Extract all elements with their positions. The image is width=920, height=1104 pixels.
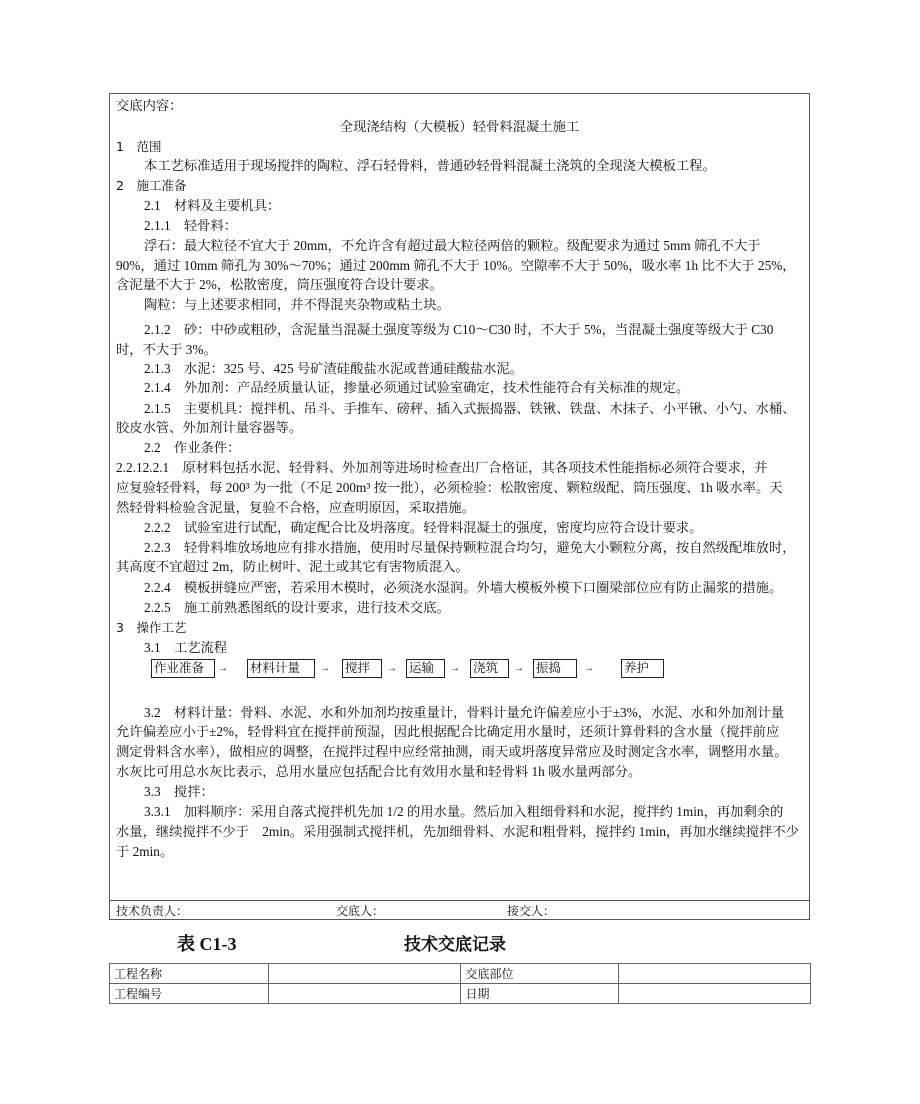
paragraph-line: 然轻骨料检验含泥量，复验不合格，应查明原因，采取措施。 xyxy=(116,500,476,515)
content-label: 交底内容： xyxy=(116,98,183,113)
paragraph-line: 胶皮水管、外加剂计量容器等。 xyxy=(116,420,303,435)
paragraph-line: 测定骨料含水率），做相应的调整，在搅拌过程中应经常抽测，雨天或坍落度异常应及时测定含水率，调整用水量。 xyxy=(116,744,788,759)
date-label: 日期 xyxy=(461,984,619,1004)
arrow-right-icon: → xyxy=(514,663,524,674)
paragraph-line: 2.1.4 外加剂：产品经质量认证，掺量必须通过试验室确定，技术性能符合有关标准的规定。 xyxy=(144,380,690,395)
flow-step-metering: 材料计量 xyxy=(247,659,315,678)
paragraph-line: 时，不大于 3%。 xyxy=(116,342,217,357)
project-number-value[interactable] xyxy=(268,984,461,1004)
paragraph-line: 2.2.12.2.1 原材料包括水泥、轻骨料、外加剂等进场时检查出厂合格证，其各项技术性能指标必须符合要求，并 xyxy=(116,460,768,475)
flow-step-curing: 养护 xyxy=(621,659,664,678)
paragraph-line: 2.1.2 砂：中砂或粗砂，含泥量当混凝土强度等级为 C10～C30 时，不大于 5%，当混凝土强度等级大于 C30 xyxy=(144,322,774,337)
section-heading: 2 施工准备 xyxy=(116,178,187,193)
flow-step-mixing: 搅拌 xyxy=(342,659,382,678)
arrow-right-icon: → xyxy=(450,663,460,674)
paragraph-line: 2.2 作业条件： xyxy=(144,440,241,455)
date-value[interactable] xyxy=(619,984,811,1004)
paragraph-line: 于 2min。 xyxy=(116,844,174,859)
paragraph-line: 3.2 材料计量：骨料、水泥、水和外加剂均按重量计，骨料计量允许偏差应小于±3%，水泥、水和外加剂计量 xyxy=(144,705,785,720)
arrow-right-icon: → xyxy=(584,663,594,674)
flow-step-pouring: 浇筑 xyxy=(470,659,509,678)
paragraph-line: 2.1 材料及主要机具： xyxy=(144,198,281,213)
paragraph-line: 浮石：最大粒径不宜大于 20mm，不允许含有超过最大粒径两倍的颗粒。级配要求为通过 5mm 筛孔不大于 xyxy=(144,238,761,253)
paragraph-line: 允许偏差应小于±2%，轻骨料宜在搅拌前预湿，因此根据配合比确定用水量时，还须计算骨料的含水量（搅拌前应 xyxy=(116,724,780,739)
paragraph-line: 其高度不宜超过 2m，防止树叶、泥土或其它有害物质混入。 xyxy=(116,559,469,574)
paragraph-line: 90%，通过 10mm 筛孔为 30%～70%；通过 200mm 筛孔不大于 10%。空隙率不大于 50%，吸水率 1h 比不大于 25%， xyxy=(116,258,796,273)
arrow-right-icon: → xyxy=(218,663,228,674)
paragraph-line: 2.1.3 水泥：325 号、425 号矿渣硅酸盐水泥或普通硅酸盐水泥。 xyxy=(144,361,523,376)
disclosure-content xyxy=(110,94,809,900)
disclosure-location-value[interactable] xyxy=(619,964,811,984)
tech-lead-signature: 技术负责人： xyxy=(116,904,189,918)
table-row xyxy=(110,964,811,984)
document-title: 全现浇结构（大模板）轻骨料混凝土施工 xyxy=(339,119,580,134)
disclosure-location-label: 交底部位 xyxy=(461,964,619,984)
paragraph-line: 2.1.1 轻骨料： xyxy=(144,218,238,233)
paragraph-line: 水灰比可用总水灰比表示，总用水量应包括配合比有效用水量和轻骨料 1h 吸水量两部分。 xyxy=(116,764,642,779)
section-heading: 3 操作工艺 xyxy=(116,620,187,635)
project-name-value[interactable] xyxy=(268,964,461,984)
discloser-signature: 交底人： xyxy=(336,904,385,918)
project-name-label: 工程名称 xyxy=(110,964,269,984)
paragraph-line: 2.2.3 轻骨料堆放场地应有排水措施，使用时尽量保持颗粒混合均匀，避免大小颗粒分离，按自然级配堆放时， xyxy=(144,540,796,555)
form-number: 表 C1-3 xyxy=(177,934,237,954)
signature-row xyxy=(110,900,809,921)
paragraph-line: 本工艺标准适用于现场搅拌的陶粒、浮石轻骨料，普通砂轻骨料混凝土浇筑的全现浇大模板工程。 xyxy=(144,158,716,173)
form-title: 技术交底记录 xyxy=(404,935,506,955)
section-heading: 1 范围 xyxy=(116,139,162,154)
disclosure-content-box xyxy=(109,93,810,920)
paragraph-line: 2.2.4 模板拼缝应严密，若采用木模时，必须浇水湿润。外墙大模板外模下口圈梁部位应有防止漏浆的措施。 xyxy=(144,580,783,595)
flow-step-transport: 运输 xyxy=(406,659,445,678)
paragraph-line: 2.2.2 试验室进行试配，确定配合比及坍落度。轻骨料混凝土的强度，密度均应符合设计要求。 xyxy=(144,520,703,535)
flow-step-vibrating: 振捣 xyxy=(533,659,577,678)
project-info-table xyxy=(109,963,811,1004)
table-row xyxy=(110,984,811,1004)
paragraph-line: 2.1.5 主要机具：搅拌机、吊斗、手推车、磅秤、插入式振捣器、铁锹、铁盘、木抹子、小平锹、小勺、水桶、 xyxy=(144,401,796,416)
paragraph-line: 应复验轻骨料，每 200³ 为一批（不足 200m³ 按一批），必须检验：松散密度、颗粒级配、筒压强度、1h 吸水率。天 xyxy=(116,480,783,495)
paragraph-line: 3.1 工艺流程 xyxy=(144,640,228,655)
paragraph-line: 3.3 搅拌： xyxy=(144,784,214,799)
paragraph-line: 2.2.5 施工前熟悉图纸的设计要求，进行技术交底。 xyxy=(144,600,450,615)
paragraph-line: 3.3.1 加料顺序：采用自落式搅拌机先加 1/2 的用水量。然后加入粗细骨料和水泥，搅拌约 1min，再加剩余的 xyxy=(144,804,784,819)
paragraph-line: 水量，继续搅拌不少于 2min。采用强制式搅拌机，先加细骨料、水泥和粗骨料，搅拌约 1min，再加水继续搅拌不少 xyxy=(116,824,799,839)
receiver-signature: 接交人： xyxy=(507,904,556,918)
paragraph-line: 陶粒：与上述要求相同，并不得混夹杂物或粘土块。 xyxy=(144,297,450,312)
flow-step-prep: 作业准备 xyxy=(151,659,215,678)
arrow-right-icon: → xyxy=(387,663,397,674)
paragraph-line: 含泥量不大于 2%，松散密度，筒压强度符合设计要求。 xyxy=(116,277,443,292)
arrow-right-icon: → xyxy=(320,663,330,674)
project-number-label: 工程编号 xyxy=(110,984,269,1004)
